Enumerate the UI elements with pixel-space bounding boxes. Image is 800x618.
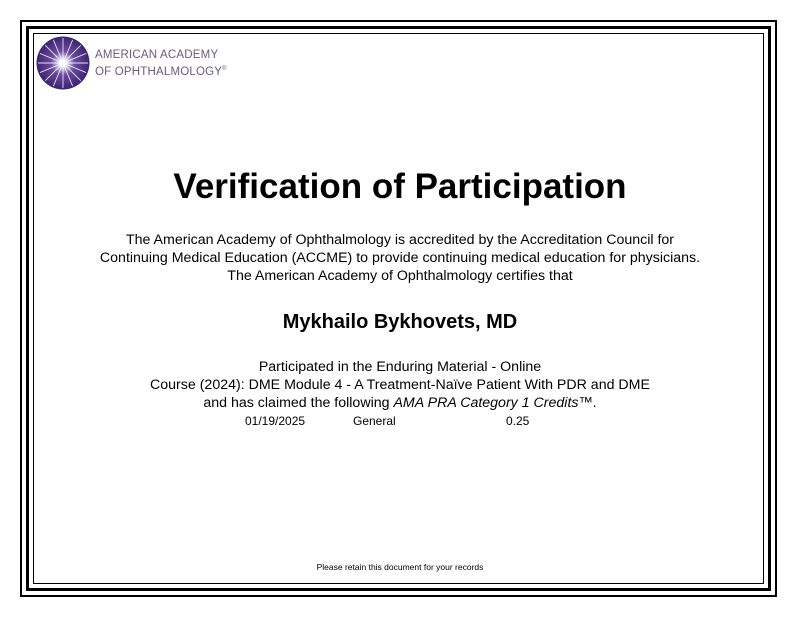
credit-type: General [353, 414, 396, 428]
credit-designation: AMA PRA Category 1 Credits [393, 395, 579, 411]
aao-logo [36, 36, 227, 90]
accreditation-line-2: Continuing Medical Education (ACCME) to provide continuing medical education for physicians. [99, 250, 701, 266]
activity-line-3 [0, 394, 800, 412]
activity-line-1: Participated in the Enduring Material - Online [258, 359, 542, 375]
retain-notice: Please retain this document for your records [316, 562, 484, 572]
registered-mark: ® [222, 65, 227, 72]
accreditation-statement [0, 231, 800, 285]
accreditation-line-1: The American Academy of Ophthalmology is accredited by the Accreditation Council for [125, 232, 675, 248]
org-name [95, 48, 227, 79]
certificate-title: Verification of Participation [173, 167, 627, 206]
activity-details [0, 358, 800, 412]
activity-line-2: Course (2024): DME Module 4 - A Treatment-Naïve Patient With PDR and DME [150, 377, 650, 393]
credit-amount: 0.25 [506, 414, 530, 428]
credit-date: 01/19/2025 [245, 414, 306, 428]
claim-prefix: and has claimed the following [203, 395, 394, 411]
accreditation-line-3: The American Academy of Ophthalmology certifies that [227, 268, 573, 284]
org-name-line2: OF OPHTHALMOLOGY® [95, 65, 227, 78]
claim-suffix: ™. [578, 395, 597, 411]
org-name-line1: AMERICAN ACADEMY [95, 48, 219, 61]
starburst-logo-icon [36, 36, 90, 90]
recipient-name: Mykhailo Bykhovets, MD [282, 311, 518, 333]
